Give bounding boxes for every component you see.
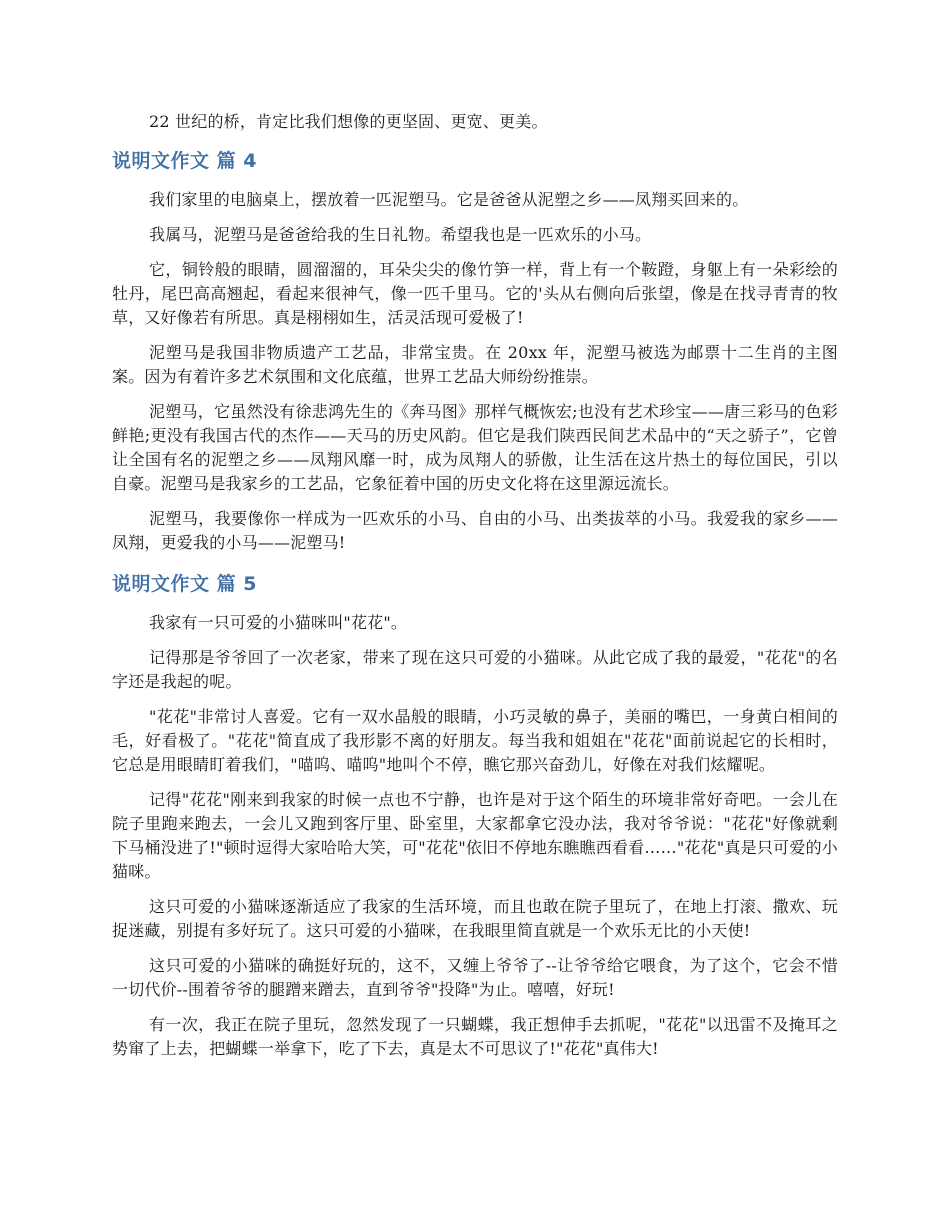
paragraph: 我家有一只可爱的小猫咪叫"花花"。 <box>149 613 408 632</box>
paragraph: "花花"非常讨人喜爱。它有一双水晶般的眼睛，小巧灵敏的鼻子，美丽的嘴巴，一身黄白相间的毛，好看极了。"花花"简直成了我形影不离的好朋友。每当我和姐姐在"花花"面前说起它的长相时，它总是用眼睛盯着我们，"喵呜、喵呜"地叫个不停，瞧它那兴奋劲儿，好像在对我们炫耀呢。 <box>112 707 838 774</box>
paragraph: 记得"花花"刚来到我家的时候一点也不宁静，也许是对于这个陌生的环境非常好奇吧。一会儿在院子里跑来跑去，一会儿又跑到客厅里、卧室里，大家都拿它没办法，我对爷爷说："花花"好像就剩下马桶没进了!"顿时逗得大家哈哈大笑，可"花花"依旧不停地东瞧瞧西看看……"花花"真是只可爱的小猫咪。 <box>112 790 838 881</box>
paragraph: 我属马，泥塑马是爸爸给我的生日礼物。希望我也是一匹欢乐的小马。 <box>149 225 652 244</box>
paragraph: 泥塑马，它虽然没有徐悲鸿先生的《奔马图》那样气概恢宏;也没有艺术珍宝——唐三彩马的色彩鲜艳;更没有我国古代的杰作——天马的历史风韵。但它是我们陕西民间艺术品中的“天之骄子”，它曾让全国有名的泥塑之乡——凤翔风靡一时，成为凤翔人的骄傲，让生活在这片热土的每位国民，引以自豪。泥塑马是我家乡的工艺品，它象征着中国的历史文化将在这里源远流长。 <box>112 402 838 493</box>
paragraph: 这只可爱的小猫咪的确挺好玩的，这不，又缠上爷爷了--让爷爷给它喂食，为了这个，它会不惜一切代价--围着爷爷的腿蹭来蹭去，直到爷爷"投降"为止。嘻嘻，好玩! <box>112 956 838 999</box>
section-heading-4: 说明文作文 篇 4 <box>112 150 257 172</box>
paragraph: 泥塑马是我国非物质遗产工艺品，非常宝贵。在 20xx 年，泥塑马被选为邮票十二生肖的主图案。因为有着许多艺术氛围和文化底蕴，世界工艺品大师纷纷推崇。 <box>112 343 838 386</box>
paragraph: 这只可爱的小猫咪逐渐适应了我家的生活环境，而且也敢在院子里玩了，在地上打滚、撒欢、玩捉迷藏，别提有多好玩了。这只可爱的小猫咪，在我眼里简直就是一个欢乐无比的小天使! <box>112 897 838 940</box>
section-heading-5: 说明文作文 篇 5 <box>112 573 257 595</box>
paragraph: 记得那是爷爷回了一次老家，带来了现在这只可爱的小猫咪。从此它成了我的最爱，"花花"的名字还是我起的呢。 <box>112 648 838 691</box>
paragraph: 我们家里的电脑桌上，摆放着一匹泥塑马。它是爸爸从泥塑之乡——凤翔买回来的。 <box>149 190 749 209</box>
paragraph: 有一次，我正在院子里玩，忽然发现了一只蝴蝶，我正想伸手去抓呢，"花花"以迅雷不及掩耳之势窜了上去，把蝴蝶一举拿下，吃了下去，真是太不可思议了!"花花"真伟大! <box>112 1015 838 1058</box>
paragraph: 它，铜铃般的眼睛，圆溜溜的，耳朵尖尖的像竹笋一样，背上有一个鞍蹬，身躯上有一朵彩绘的牡丹，尾巴高高翘起，看起来很神气，像一匹千里马。它的'头从右侧向后张望，像是在找寻青青的牧草，又好像若有所思。真是栩栩如生，活灵活现可爱极了! <box>112 260 838 327</box>
paragraph: 22 世纪的桥，肯定比我们想像的更坚固、更宽、更美。 <box>149 112 548 131</box>
paragraph: 泥塑马，我要像你一样成为一匹欢乐的小马、自由的小马、出类拔萃的小马。我爱我的家乡——凤翔，更爱我的小马——泥塑马! <box>112 509 838 552</box>
document-page <box>112 110 838 1072</box>
